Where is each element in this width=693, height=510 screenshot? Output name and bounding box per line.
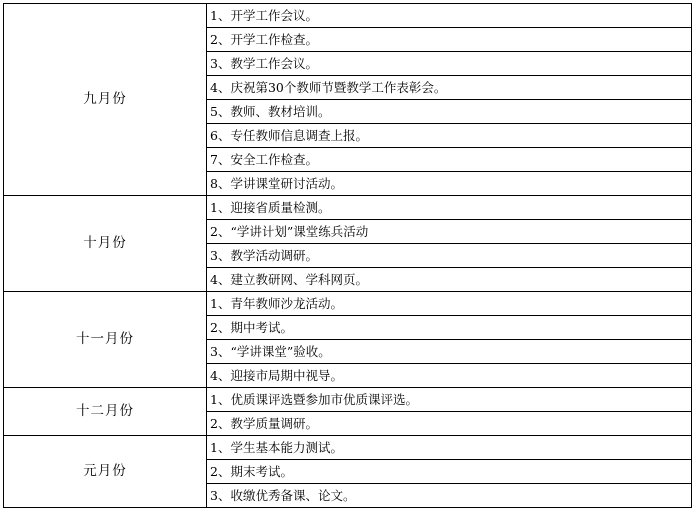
month-cell: 十二月份 bbox=[4, 388, 207, 436]
table-row bbox=[4, 196, 692, 220]
task-cell: 3、收缴优秀备课、论文。 bbox=[207, 484, 692, 508]
task-cell: 4、迎接市局期中视导。 bbox=[207, 364, 692, 388]
task-cell: 2、期中考试。 bbox=[207, 316, 692, 340]
task-cell: 6、专任教师信息调查上报。 bbox=[207, 124, 692, 148]
task-cell: 4、庆祝第30个教师节暨教学工作表彰会。 bbox=[207, 76, 692, 100]
month-cell: 九月份 bbox=[4, 4, 207, 196]
task-cell: 1、开学工作会议。 bbox=[207, 4, 692, 28]
task-cell: 5、教师、教材培训。 bbox=[207, 100, 692, 124]
task-cell: 4、建立教研网、学科网页。 bbox=[207, 268, 692, 292]
task-cell: 8、学讲课堂研讨活动。 bbox=[207, 172, 692, 196]
task-cell: 3、“学讲课堂”验收。 bbox=[207, 340, 692, 364]
task-cell: 3、教学活动调研。 bbox=[207, 244, 692, 268]
table-row bbox=[4, 292, 692, 316]
task-cell: 1、青年教师沙龙活动。 bbox=[207, 292, 692, 316]
task-cell: 2、教学质量调研。 bbox=[207, 412, 692, 436]
task-cell: 2、“学讲计划”课堂练兵活动 bbox=[207, 220, 692, 244]
table-row bbox=[4, 4, 692, 28]
task-cell: 1、优质课评选暨参加市优质课评选。 bbox=[207, 388, 692, 412]
table-row bbox=[4, 436, 692, 460]
month-cell: 元月份 bbox=[4, 436, 207, 508]
task-cell: 1、学生基本能力测试。 bbox=[207, 436, 692, 460]
table-row bbox=[4, 388, 692, 412]
month-cell: 十一月份 bbox=[4, 292, 207, 388]
task-cell: 2、期末考试。 bbox=[207, 460, 692, 484]
task-cell: 1、迎接省质量检测。 bbox=[207, 196, 692, 220]
task-cell: 3、教学工作会议。 bbox=[207, 52, 692, 76]
task-cell: 2、开学工作检查。 bbox=[207, 28, 692, 52]
month-cell: 十月份 bbox=[4, 196, 207, 292]
work-schedule-table bbox=[3, 3, 692, 508]
task-cell: 7、安全工作检查。 bbox=[207, 148, 692, 172]
